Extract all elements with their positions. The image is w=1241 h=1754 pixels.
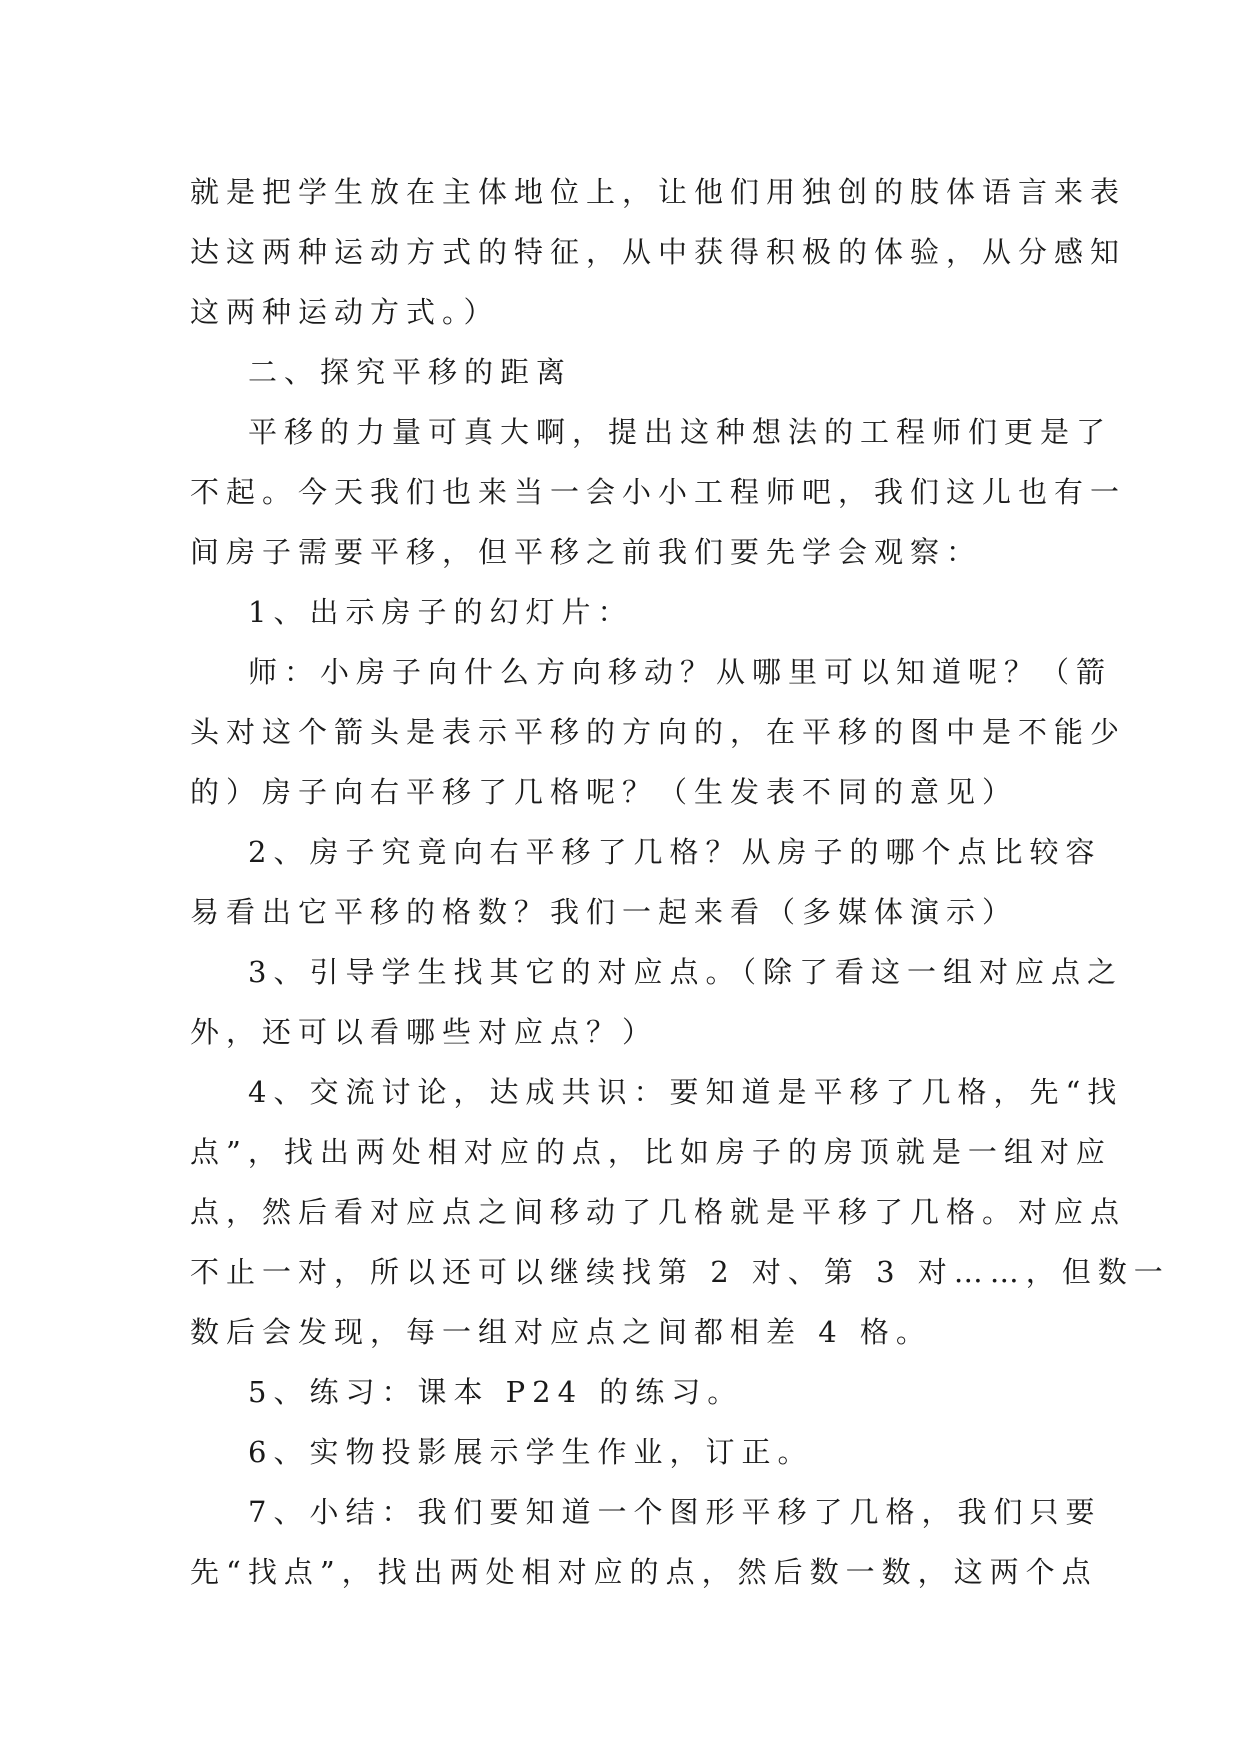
document-body — [190, 162, 1170, 1602]
text-line: 易看出它平移的格数？我们一起来看（多媒体演示） — [190, 895, 1019, 929]
text-line: 就是把学生放在主体地位上，让他们用独创的肢体语言来表 — [190, 175, 1127, 209]
text-line: 达这两种运动方式的特征，从中获得积极的体验，从分感知 — [190, 235, 1127, 269]
text-line: 头对这个箭头是表示平移的方向的，在平移的图中是不能少 — [190, 715, 1127, 749]
text-line: 数后会发现，每一组对应点之间都相差 4 格。 — [190, 1315, 932, 1349]
text-line: 间房子需要平移，但平移之前我们要先学会观察： — [190, 535, 983, 569]
text-line: 5、练习：课本 P24 的练习。 — [248, 1375, 744, 1409]
text-line: 的）房子向右平移了几格呢？（生发表不同的意见） — [190, 775, 1019, 809]
text-line: 不止一对，所以还可以继续找第 2 对、第 3 对……，但数一 — [190, 1255, 1170, 1289]
text-line: 平移的力量可真大啊，提出这种想法的工程师们更是了 — [248, 415, 1113, 449]
text-line: 1、出示房子的幻灯片： — [248, 595, 634, 629]
text-line: 4、交流讨论，达成共识：要知道是平移了几格，先“找 — [248, 1075, 1124, 1109]
text-line: 7、小结：我们要知道一个图形平移了几格，我们只要 — [248, 1495, 1102, 1529]
text-line: 2、房子究竟向右平移了几格？从房子的哪个点比较容 — [248, 835, 1102, 869]
text-line: 二、探究平移的距离 — [248, 355, 573, 389]
text-line: 6、实物投影展示学生作业，订正。 — [248, 1435, 814, 1469]
text-line: 点，然后看对应点之间移动了几格就是平移了几格。对应点 — [190, 1195, 1127, 1229]
text-line: 这两种运动方式。） — [190, 295, 500, 329]
text-line: 先“找点”，找出两处相对应的点，然后数一数，这两个点 — [190, 1555, 1098, 1589]
text-line: 师：小房子向什么方向移动？从哪里可以知道呢？（箭 — [248, 655, 1113, 689]
text-line: 外，还可以看哪些对应点？） — [190, 1015, 659, 1049]
text-line: 不起。今天我们也来当一会小小工程师吧，我们这儿也有一 — [190, 475, 1127, 509]
text-line: 3、引导学生找其它的对应点。（除了看这一组对应点之 — [248, 955, 1123, 989]
text-line: 点”，找出两处相对应的点，比如房子的房顶就是一组对应 — [190, 1135, 1112, 1169]
